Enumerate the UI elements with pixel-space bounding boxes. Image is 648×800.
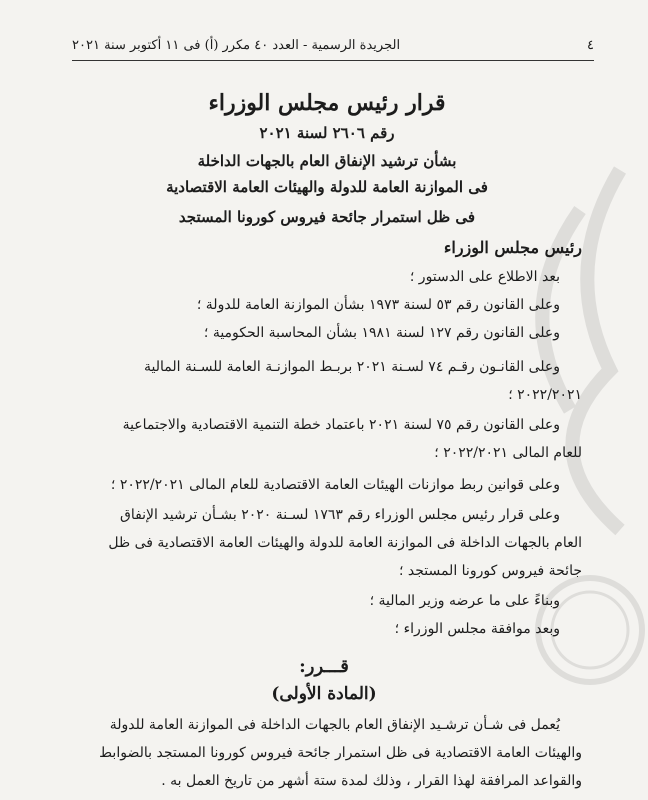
preamble-line: وعلى القانـون رقـم ٧٤ لسـنة ٢٠٢١ بربـط الموازنـة العامة للسـنة المالية xyxy=(144,359,560,375)
preamble-line: جائحة فيروس كورونا المستجد ؛ xyxy=(398,563,582,579)
page-header xyxy=(72,36,594,61)
preamble-line: وعلى القانون رقم ٧٥ لسنة ٢٠٢١ باعتماد خطة التنمية الاقتصادية والاجتماعية xyxy=(122,417,560,433)
decree-title: قرار رئيس مجلس الوزراء xyxy=(208,90,446,116)
article-line: والهيئات العامة الاقتصادية فى ظل استمرار جائحة فيروس كورونا المستجد بالضوابط xyxy=(99,745,582,761)
preamble-line: وعلى قوانين ربط موازنات الهيئات العامة الاقتصادية للعام المالى ٢٠٢٢/٢٠٢١ ؛ xyxy=(110,477,560,493)
preamble-line: للعام المالى ٢٠٢٢/٢٠٢١ ؛ xyxy=(434,445,582,461)
article-line: والقواعد المرافقة لهذا القرار ، وذلك لمدة ستة أشهر من تاريخ العمل به . xyxy=(161,773,582,789)
decree-number: رقم ٢٦٠٦ لسنة ٢٠٢١ xyxy=(259,124,395,142)
preamble-line: وبناءً على ما عرضه وزير المالية ؛ xyxy=(369,593,560,609)
preamble-line: وعلى القانون رقم ١٢٧ لسنة ١٩٨١ بشأن المحاسبة الحكومية ؛ xyxy=(203,325,560,341)
preamble-line: بعد الاطلاع على الدستور ؛ xyxy=(409,269,560,285)
preamble-line: وبعد موافقة مجلس الوزراء ؛ xyxy=(394,621,560,637)
page-number: ٤ xyxy=(587,38,594,53)
issuing-authority: رئيس مجلس الوزراء xyxy=(443,238,582,257)
subtitle-line-1: بشأن ترشيد الإنفاق العام بالجهات الداخلة xyxy=(197,152,457,170)
preamble-line: وعلى القانون رقم ٥٣ لسنة ١٩٧٣ بشأن الموازنة العامة للدولة ؛ xyxy=(196,297,560,313)
subtitle-line-2: فى الموازنة العامة للدولة والهيئات العامة الاقتصادية xyxy=(166,178,488,196)
preamble-line: العام بالجهات الداخلة فى الموازنة العامة للدولة والهيئات العامة الاقتصادية فى ظل xyxy=(108,535,582,551)
article-line: يُعمل فى شـأن ترشـيد الإنفاق العام بالجهات الداخلة فى الموازنة العامة للدولة xyxy=(109,717,560,733)
subtitle-line-3: فى ظل استمرار جائحة فيروس كورونا المستجد xyxy=(178,208,476,226)
preamble-line: وعلى قرار رئيس مجلس الوزراء رقم ١٧٦٣ لسـنة ٢٠٢٠ بشـأن ترشيد الإنفاق xyxy=(119,507,560,523)
article-heading: (المادة الأولى) xyxy=(271,684,377,704)
preamble-line: ٢٠٢٢/٢٠٢١ ؛ xyxy=(508,387,582,403)
decision-heading: قـــرر: xyxy=(299,656,349,677)
running-head: الجريدة الرسمية - العدد ٤٠ مكرر (أ) فى ١١ أكتوبر سنة ٢٠٢١ xyxy=(72,38,401,53)
